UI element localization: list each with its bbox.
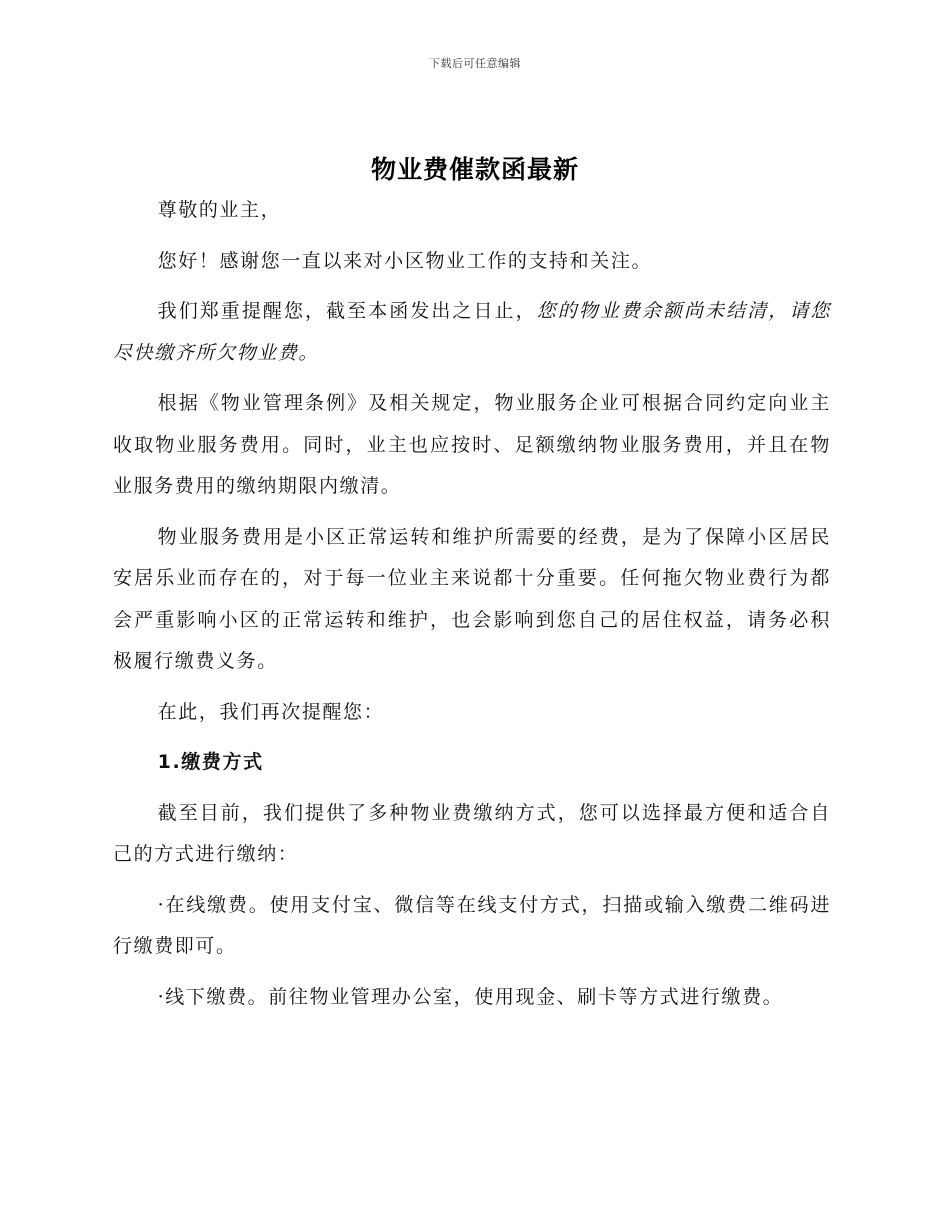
reminder-text: 我们郑重提醒您，截至本函发出之日止，: [157, 300, 537, 322]
header-note: 下载后可任意编辑: [429, 57, 521, 70]
reminder-emphasis-text: 您的物业费余额尚未结清，请您尽快缴齐所欠物业费。: [113, 300, 831, 364]
greeting-paragraph: 您好！感谢您一直以来对小区物业工作的支持和关注。: [157, 249, 653, 272]
letter-body: [113, 190, 831, 1027]
salutation-paragraph: 尊敬的业主，: [157, 199, 282, 221]
again-paragraph: 在此，我们再次提醒您：: [157, 700, 385, 723]
section-heading-payment-methods: 1.缴费方式: [157, 751, 264, 773]
document-title: 物业费催款函最新: [370, 155, 579, 184]
regulation-paragraph: 根据《物业管理条例》及相关规定，物业服务企业可根据合同约定向业主收取物业服务费用。同时，业主也应按时、足额缴纳物业服务费用，并且在物业服务费用的缴纳期限内缴清。: [113, 392, 831, 497]
methods-intro-paragraph: 截至目前，我们提供了多种物业费缴纳方式，您可以选择最方便和适合自己的方式进行缴纳：: [113, 801, 831, 865]
method-offline-item: ·线下缴费。前往物业管理办公室，使用现金、刷卡等方式进行缴费。: [157, 985, 784, 1008]
method-online-item: ·在线缴费。使用支付宝、微信等在线支付方式，扫描或输入缴费二维码进行缴费即可。: [113, 893, 831, 957]
importance-paragraph: 物业服务费用是小区正常运转和维护所需要的经费，是为了保障小区居民安居乐业而存在的，对于每一位业主来说都十分重要。任何拖欠物业费行为都会严重影响小区的正常运转和维护，也会影响到您自己的居住权益，请务必积极履行缴费义务。: [113, 525, 831, 672]
reminder-paragraph: [113, 291, 831, 374]
